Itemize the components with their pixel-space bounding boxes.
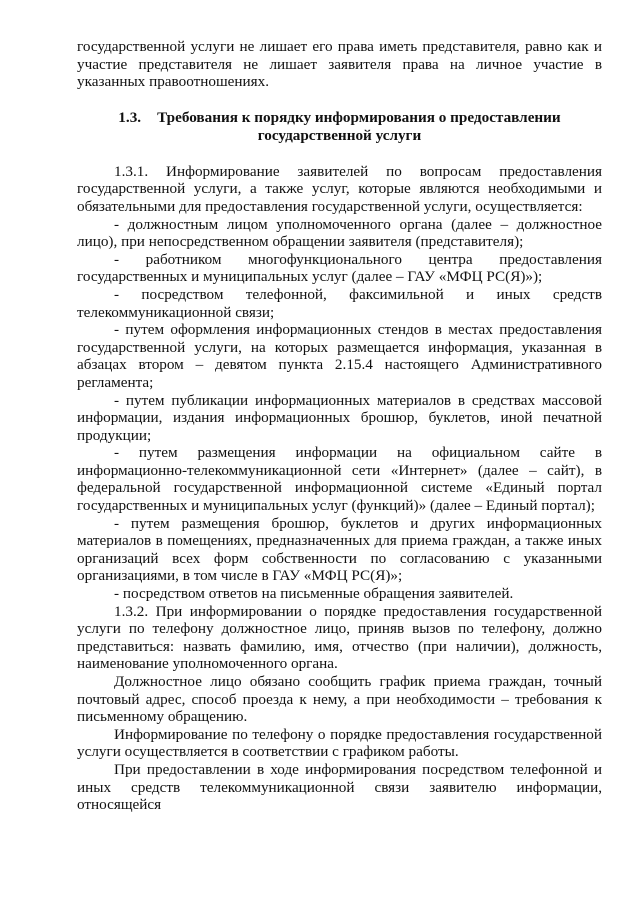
paragraph-1-3-2: 1.3.2. При информировании о порядке предоставления государственной услуги по телефону должностное лицо, приняв вызов по телефону, должно представиться: назвать фамилию, имя, отчество (при наличии), должность, наименование уполномоченного органа. <box>77 602 602 673</box>
list-item-brochures: - путем размещения брошюр, буклетов и других информационных материалов в помещениях, предназначенных для приема граждан, а также иных организаций всех форм собственности по согласованию с указанными организациями, в том числе в ГАУ «МФЦ РС(Я)»; <box>77 514 602 585</box>
list-item-website: - путем размещения информации на официальном сайте в информационно-телекоммуникационной сети «Интернет» (далее – сайт), в федеральной государственной информационной системе «Единый портал государственных и муниципальных услуг (функций)» (далее – Единый портал); <box>77 444 602 515</box>
section-title: Требования к порядку информирования о предоставлении государственной услуги <box>157 108 561 144</box>
list-item-media: - путем публикации информационных материалов в средствах массовой информации, издания информационных брошюр, буклетов, иной печатной продукции; <box>77 391 602 444</box>
paragraph-1-3-1: 1.3.1. Информирование заявителей по вопросам предоставления государственной услуги, а также услуг, которые являются необходимыми и обязательными для предоставления государственной услуги, осуществляется: <box>77 162 602 215</box>
list-item-official: - должностным лицом уполномоченного органа (далее – должностное лицо), при непосредственном обращении заявителя (представителя); <box>77 215 602 251</box>
lead-paragraph: государственной услуги не лишает его права иметь представителя, равно как и участие представителя не лишает заявителя права на личное участие в указанных правоотношениях. <box>77 38 602 91</box>
list-item-stands: - путем оформления информационных стендов в местах предоставления государственной услуги, на которых размещается информация, указанная в абзацах втором – девятом пункта 2.15.4 настоящего Административного регламента; <box>77 321 602 391</box>
section-number: 1.3. <box>118 108 142 126</box>
list-item-written-replies: - посредством ответов на письменные обращения заявителей. <box>114 585 514 603</box>
paragraph-official-duties: Должностное лицо обязано сообщить график приема граждан, точный почтовый адрес, способ проезда к нему, а при необходимости – требования к письменному обращению. <box>77 673 602 726</box>
section-heading <box>77 109 602 145</box>
list-item-telecom: - посредством телефонной, факсимильной и иных средств телекоммуникационной связи; <box>77 285 602 321</box>
list-item-mfc: - работником многофункционального центра предоставления государственных и муниципальных услуг (далее – ГАУ «МФЦ РС(Я)»); <box>77 250 602 286</box>
document-page <box>77 38 602 814</box>
paragraph-phone-schedule: Информирование по телефону о порядке предоставления государственной услуги осуществляется в соответствии с графиком работы. <box>77 725 602 761</box>
paragraph-telecom-info: При предоставлении в ходе информирования посредством телефонной и иных средств телекоммуникационной связи заявителю информации, относящейся <box>77 760 602 814</box>
